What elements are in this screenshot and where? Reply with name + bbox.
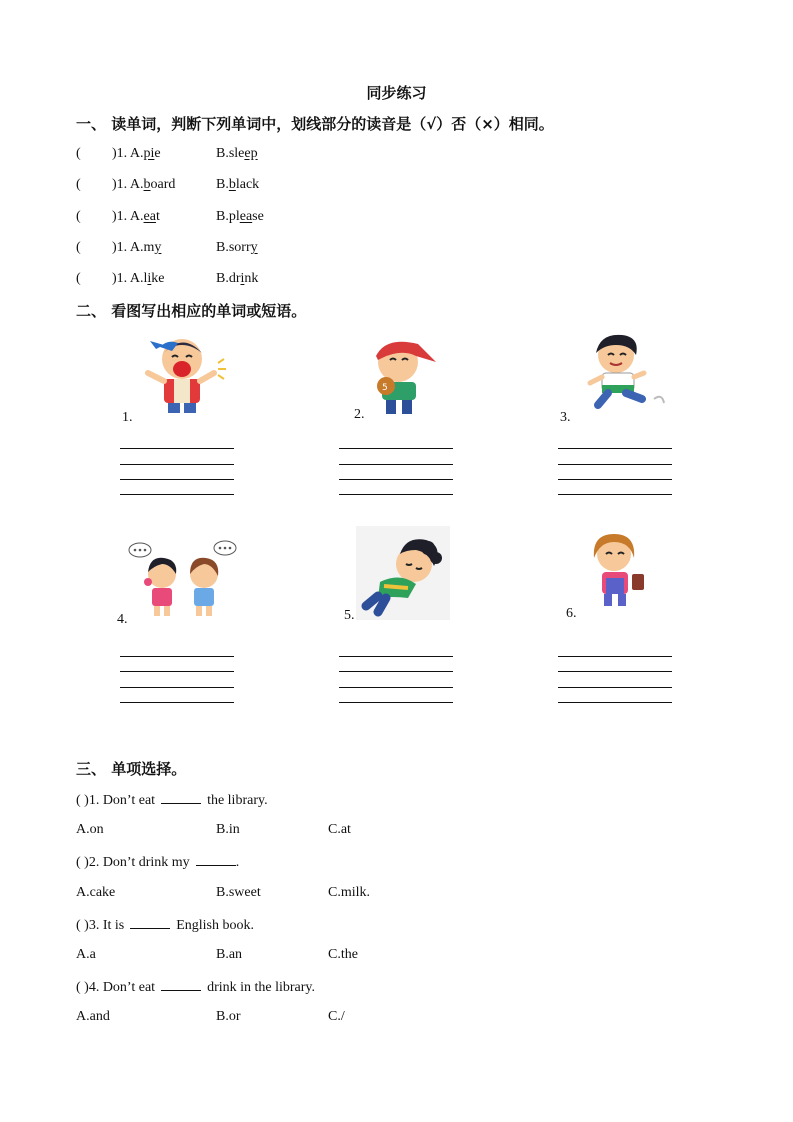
paren-open: (: [76, 240, 81, 255]
answer-blank[interactable]: [161, 978, 201, 991]
picture-number-4: 4.: [117, 612, 128, 627]
option-b: B.an: [216, 947, 243, 962]
question-text-end: the library.: [207, 793, 268, 808]
question-text: ( )4. Don’t eat: [76, 980, 156, 995]
option-b-underlined: ep: [244, 146, 258, 161]
option-a-underlined: ea: [143, 209, 156, 224]
picture-number-1: 1.: [122, 410, 133, 425]
list-item-b: [216, 240, 258, 256]
list-item: [76, 146, 81, 162]
answer-blank[interactable]: [161, 791, 201, 804]
option-b-suffix: se: [252, 209, 264, 224]
boy-shouting-picture: [138, 333, 228, 419]
option-c: C./: [328, 1009, 345, 1024]
option-a-prefix: A.: [129, 177, 144, 192]
option-a-suffix: ke: [151, 271, 165, 286]
option-a-suffix: oard: [150, 177, 176, 192]
svg-text:5: 5: [382, 383, 388, 393]
question-text: ( )1. Don’t eat: [76, 793, 156, 808]
answer-blank[interactable]: [130, 916, 170, 929]
list-item-a: [112, 240, 161, 256]
question-text: ( )3. It is: [76, 918, 125, 933]
list-item-b: [216, 209, 264, 225]
option-b-underlined: ea: [239, 209, 253, 224]
question-text-end: English book.: [176, 918, 254, 933]
item-number: )1.: [112, 177, 128, 192]
question-3: [76, 916, 254, 934]
option-b: B.sweet: [216, 885, 261, 900]
option-b-prefix: B.sle: [216, 146, 245, 161]
option-b-prefix: B.pl: [216, 209, 240, 224]
option-b-prefix: B.: [216, 177, 229, 192]
boy-running-picture: [582, 333, 668, 415]
question-1: [76, 791, 268, 809]
section1-heading: 一、 读单词，判断下列单词中，划线部分的读音是（√）否（×）相同。: [76, 115, 554, 133]
list-item: [76, 209, 81, 225]
list-item: [76, 271, 81, 287]
option-a-prefix: A.l: [129, 271, 148, 286]
list-item-a: [112, 177, 175, 193]
section3-heading: 三、 单项选择。: [76, 760, 187, 778]
question-2: [76, 853, 239, 871]
option-a: A.a: [76, 947, 96, 962]
paren-open: (: [76, 146, 81, 161]
picture-number-6: 6.: [566, 606, 577, 621]
list-item-b: [216, 146, 258, 162]
boy-sleeping-picture: [356, 526, 450, 620]
option-a: A.cake: [76, 885, 116, 900]
paren-open: (: [76, 271, 81, 286]
list-item-a: [112, 271, 165, 287]
page-title: 同步练习: [366, 84, 427, 102]
picture-number-3: 3.: [560, 410, 571, 425]
option-b: B.or: [216, 1009, 241, 1024]
option-b-underlined: y: [250, 240, 258, 255]
option-c: C.the: [328, 947, 358, 962]
list-item-b: [216, 271, 258, 287]
kids-talking-picture: [126, 538, 238, 622]
question-text-end: .: [235, 855, 240, 870]
section2-heading: 二、 看图写出相应的单词或短语。: [76, 302, 307, 320]
option-a-prefix: A.m: [129, 240, 155, 255]
option-a-underlined: y: [154, 240, 162, 255]
picture-number-5: 5.: [344, 608, 355, 623]
answer-blank[interactable]: [196, 853, 236, 866]
list-item-a: [112, 146, 161, 162]
boy-eating-picture: [360, 334, 440, 418]
list-item: [76, 177, 81, 193]
option-a: A.on: [76, 822, 104, 837]
option-b: B.in: [216, 822, 240, 837]
item-number: )1.: [112, 209, 128, 224]
option-a-underlined: b: [143, 177, 151, 192]
option-a-prefix: A.: [129, 146, 144, 161]
option-a-suffix: e: [154, 146, 161, 161]
item-number: )1.: [112, 271, 128, 286]
picture-number-2: 2.: [354, 407, 365, 422]
question-4: [76, 978, 315, 996]
girl-drinking-picture: [580, 530, 662, 612]
option-c: C.milk.: [328, 885, 371, 900]
option-a: A.and: [76, 1009, 110, 1024]
paren-open: (: [76, 177, 81, 192]
option-a-suffix: t: [155, 209, 160, 224]
question-text-end: drink in the library.: [207, 980, 316, 995]
option-a-prefix: A.: [129, 209, 144, 224]
option-b-suffix: lack: [235, 177, 260, 192]
option-c: C.at: [328, 822, 351, 837]
option-b-underlined: b: [228, 177, 236, 192]
option-a-underlined: i: [147, 271, 152, 286]
option-a-underlined: pi: [143, 146, 155, 161]
item-number: )1.: [112, 146, 128, 161]
list-item: [76, 240, 81, 256]
option-b-underlined: i: [240, 271, 245, 286]
list-item-b: [216, 177, 259, 193]
option-b-suffix: nk: [244, 271, 259, 286]
paren-open: (: [76, 209, 81, 224]
item-number: )1.: [112, 240, 128, 255]
option-b-prefix: B.dr: [216, 271, 241, 286]
question-text: ( )2. Don’t drink my: [76, 855, 190, 870]
list-item-a: [112, 209, 160, 225]
option-b-prefix: B.sorr: [216, 240, 251, 255]
